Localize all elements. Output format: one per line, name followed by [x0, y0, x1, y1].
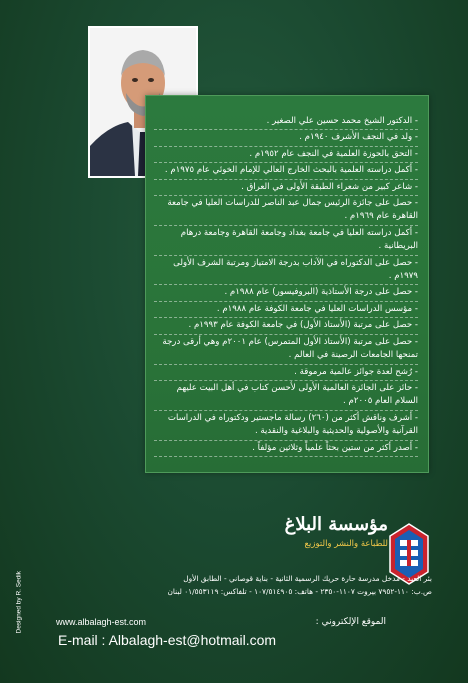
bio-item: - أشرف وناقش أكثر من (٢٦٠) رسالة ماجستير ودكتوراه في الدراسات القرآنية والأصولية والحديثية والبلاغية والنقدية . — [154, 411, 418, 441]
website-row — [56, 615, 386, 629]
publisher-brand — [268, 512, 388, 572]
bio-item: - الدكتور الشيخ محمد حسين علي الصغير . — [154, 114, 418, 130]
publisher-name: مؤسسة البلاغ — [284, 514, 388, 535]
bio-item: - التحق بالحوزة العلمية في النجف عام ١٩٥٢م . — [154, 147, 418, 163]
address-line-2: ص.ب: ١١٠-٧٩٥٢ بيروت ١١٠٧-٢٣٥٠ - هاتف: ١٠٧/٥١٤٩٠٥ - تلفاكس: ٠١/٥٥٣١١٩ لبنان — [167, 586, 432, 596]
bio-item: - رُشح لعدة جوائز عالمية مرموقة . — [154, 365, 418, 381]
bio-item: - حصل على الدكتوراه في الآداب بدرجة الامتياز ومرتبة الشرف الأولى ١٩٧٩م . — [154, 256, 418, 286]
bio-item: - حصل على مرتبة (الأستاذ الأول) في جامعة الكوفة عام ١٩٩٣م . — [154, 318, 418, 334]
bio-item: - أصدر أكثر من ستين بحثاً علمياً وثلاثين مؤلفاً . — [154, 441, 418, 457]
address-line-1: بئر العبد - مدخل مدرسة حارة حريك الرسمية الثانية - بناية قوصاني - الطابق الأول — [183, 574, 432, 583]
author-biography-panel — [145, 95, 429, 473]
bio-item: - مؤسس الدراسات العليا في جامعة الكوفة عام ١٩٨٨م . — [154, 302, 418, 318]
bio-item: - حصل على مرتبة (الأستاذ الأول المتمرس) عام ٢٠٠١م وهي أرقى درجة تمنحها الجامعات الرصينة في العالم . — [154, 335, 418, 365]
designer-credit: Designed by R. Sedik — [15, 570, 23, 634]
bio-item: - حائز على الجائزة العالمية الأولى لأحسن كتاب في أهل البيت عليهم السلام العام ٢٠٠٥م . — [154, 381, 418, 411]
bio-item: - أكمل دراسته العلمية بالبحث الخارج العالي للإمام الخوئي عام ١٩٧٥م . — [154, 163, 418, 179]
biography-list — [146, 96, 428, 463]
email-address[interactable]: E-mail : Albalagh-est@hotmail.com — [58, 632, 277, 648]
bio-item: - حصل على درجة الأستاذية (البروفيسور) عام ١٩٨٨م . — [154, 285, 418, 301]
bio-item: - أكمل دراسته العليا في جامعة بغداد وجامعة القاهرة وجامعة درهام البريطانية . — [154, 226, 418, 256]
bio-item: - شاعر كبير من شعراء الطبقة الأولى في العراق . — [154, 180, 418, 196]
website-label: الموقع الإلكتروني : — [315, 617, 386, 627]
publisher-address — [40, 573, 432, 598]
website-link[interactable]: www.albalagh-est.com — [56, 617, 147, 627]
bio-item: - حصل على جائزة الرئيس جمال عبد الناصر للدراسات العليا في جامعة القاهرة عام ١٩٦٩م . — [154, 196, 418, 226]
bio-item: - ولد في النجف الأشرف ١٩٤٠م . — [154, 130, 418, 146]
publisher-subtitle: للطباعة والنشر والتوزيع — [304, 539, 388, 549]
